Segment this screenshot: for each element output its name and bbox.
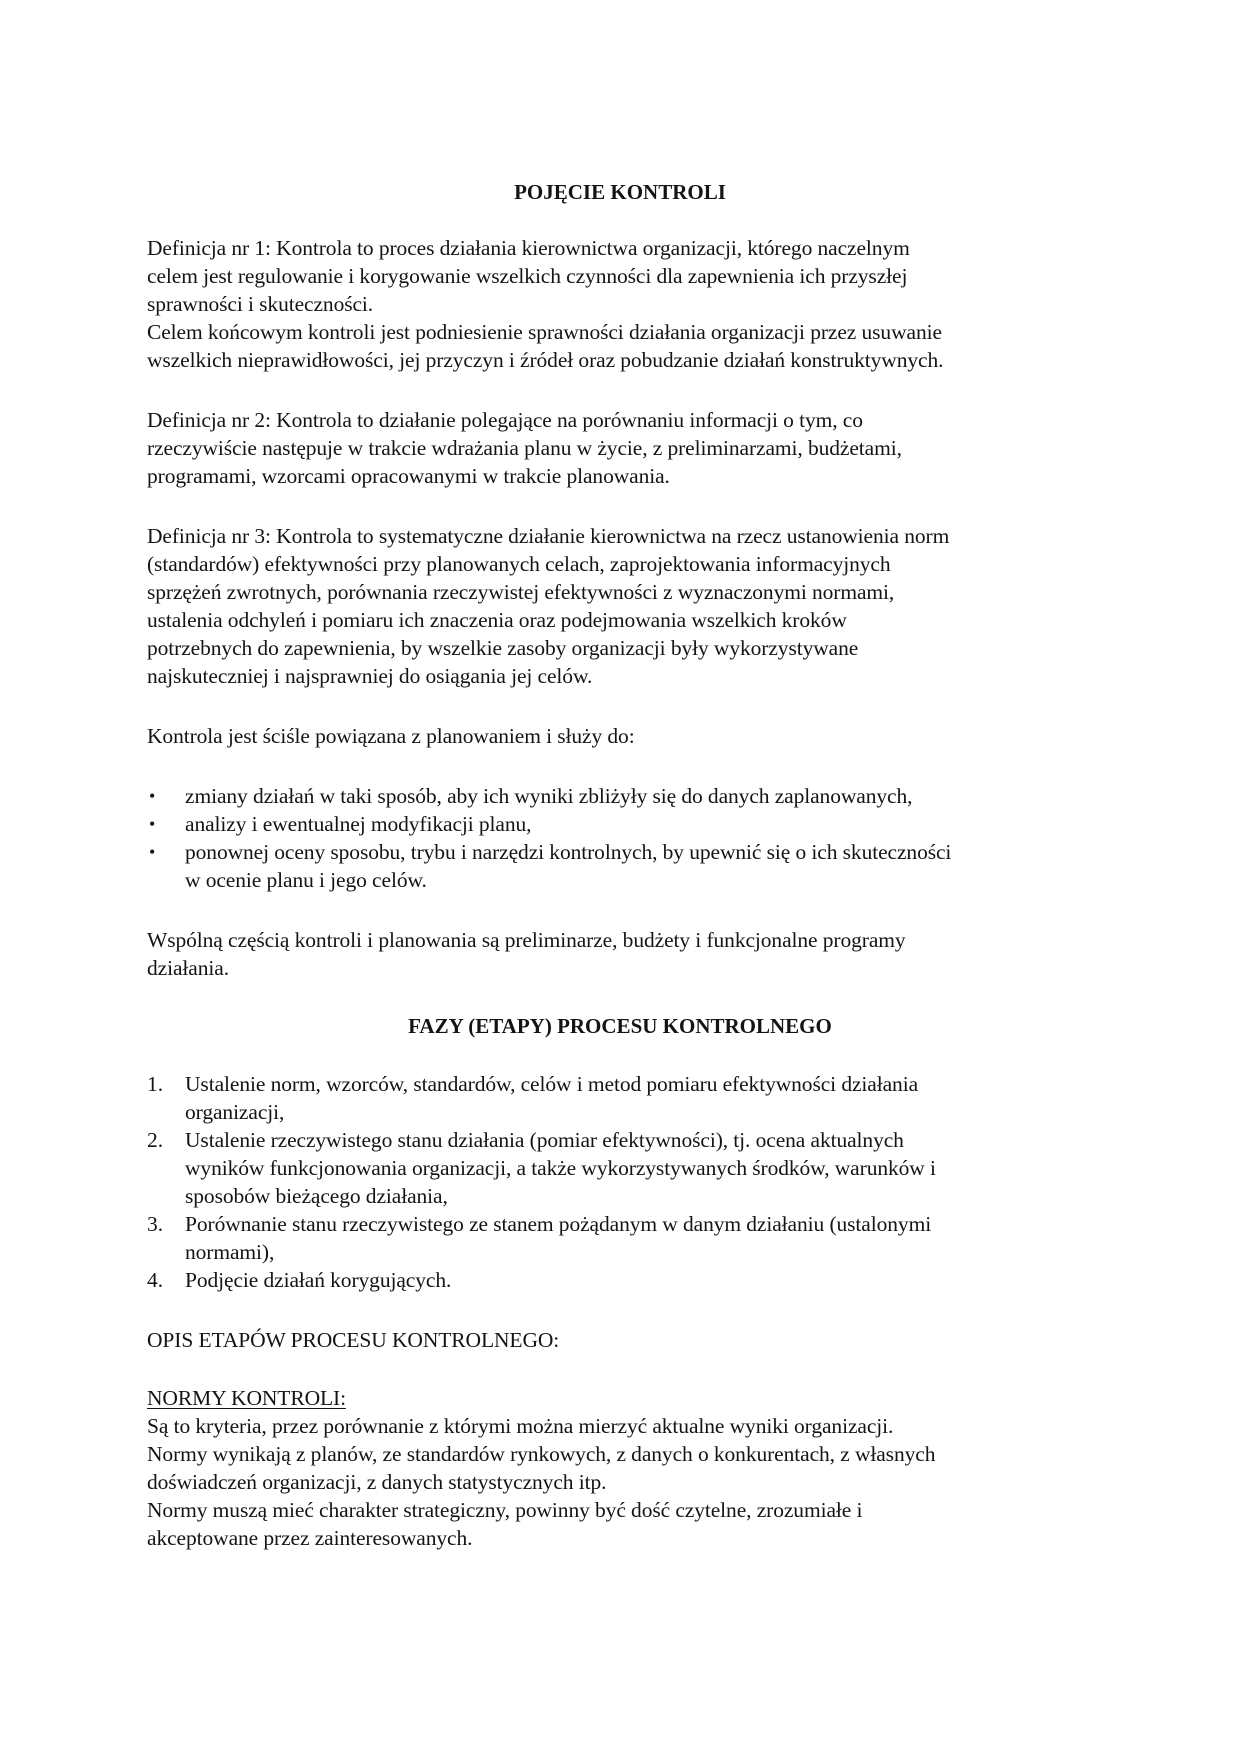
- paragraph-line: Celem końcowym kontroli jest podniesienie sprawności działania organizacji przez usuwanie: [147, 320, 942, 344]
- paragraph-line: rzeczywiście następuje w trakcie wdrażania planu w życie, z preliminarzami, budżetami,: [147, 436, 902, 460]
- description-heading: OPIS ETAPÓW PROCESU KONTROLNEGO:: [147, 1328, 560, 1352]
- paragraph-line: Definicja nr 1: Kontrola to proces działania kierownictwa organizacji, którego naczelnym: [147, 236, 910, 260]
- relation-intro: Kontrola jest ściśle powiązana z planowaniem i służy do:: [147, 724, 635, 748]
- list-item-line: normami),: [185, 1240, 275, 1264]
- list-number: 3.: [147, 1212, 164, 1236]
- norms-subheading: NORMY KONTROLI:: [147, 1386, 346, 1410]
- paragraph-line: sprzężeń zwrotnych, porównania rzeczywistej efektywności z wyznaczonymi normami,: [147, 580, 895, 604]
- list-item-line: wyników funkcjonowania organizacji, a także wykorzystywanych środków, warunków i: [185, 1156, 936, 1180]
- phases-heading: FAZY (ETAPY) PROCESU KONTROLNEGO: [408, 1014, 832, 1038]
- paragraph-line: doświadczeń organizacji, z danych statystycznych itp.: [147, 1470, 607, 1494]
- paragraph-line: akceptowane przez zainteresowanych.: [147, 1526, 473, 1550]
- paragraph-line: Wspólną częścią kontroli i planowania są preliminarze, budżety i funkcjonalne programy: [147, 928, 906, 952]
- paragraph-line: wszelkich nieprawidłowości, jej przyczyn i źródeł oraz pobudzanie działań konstruktywnych.: [147, 348, 944, 372]
- list-number: 4.: [147, 1268, 164, 1292]
- paragraph-line: Definicja nr 2: Kontrola to działanie polegające na porównaniu informacji o tym, co: [147, 408, 863, 432]
- list-number: 1.: [147, 1072, 164, 1096]
- paragraph-line: potrzebnych do zapewnienia, by wszelkie zasoby organizacji były wykorzystywane: [147, 636, 859, 660]
- bullet-icon: •: [149, 842, 156, 862]
- paragraph-line: (standardów) efektywności przy planowanych celach, zaprojektowania informacyjnych: [147, 552, 891, 576]
- paragraph-line: programami, wzorcami opracowanymi w trakcie planowania.: [147, 464, 670, 488]
- bullet-icon: •: [149, 814, 156, 834]
- list-number: 2.: [147, 1128, 164, 1152]
- list-item-line: Ustalenie norm, wzorców, standardów, celów i metod pomiaru efektywności działania: [185, 1072, 919, 1096]
- paragraph-line: działania.: [147, 956, 229, 980]
- list-item-line: zmiany działań w taki sposób, aby ich wyniki zbliżyły się do danych zaplanowanych,: [185, 784, 913, 808]
- paragraph-line: Normy muszą mieć charakter strategiczny, powinny być dość czytelne, zrozumiałe i: [147, 1498, 863, 1522]
- bullet-icon: •: [149, 786, 156, 806]
- paragraph-line: ustalenia odchyleń i pomiaru ich znaczenia oraz podejmowania wszelkich kroków: [147, 608, 847, 632]
- paragraph-line: Są to kryteria, przez porównanie z którymi można mierzyć aktualne wyniki organizacji.: [147, 1414, 894, 1438]
- list-item-line: ponownej oceny sposobu, trybu i narzędzi kontrolnych, by upewnić się o ich skuteczności: [185, 840, 952, 864]
- list-item-line: Ustalenie rzeczywistego stanu działania (pomiar efektywności), tj. ocena aktualnych: [185, 1128, 904, 1152]
- list-item-line: organizacji,: [185, 1100, 285, 1124]
- list-item-line: w ocenie planu i jego celów.: [185, 868, 427, 892]
- document-title: POJĘCIE KONTROLI: [514, 180, 726, 204]
- paragraph-line: sprawności i skuteczności.: [147, 292, 374, 316]
- paragraph-line: Normy wynikają z planów, ze standardów rynkowych, z danych o konkurentach, z własnych: [147, 1442, 936, 1466]
- list-item-line: Porównanie stanu rzeczywistego ze stanem pożądanym w danym działaniu (ustalonymi: [185, 1212, 932, 1236]
- list-item-line: sposobów bieżącego działania,: [185, 1184, 448, 1208]
- paragraph-line: najskuteczniej i najsprawniej do osiągania jej celów.: [147, 664, 593, 688]
- paragraph-line: celem jest regulowanie i korygowanie wszelkich czynności dla zapewnienia ich przyszłej: [147, 264, 908, 288]
- list-item-line: Podjęcie działań korygujących.: [185, 1268, 452, 1292]
- paragraph-line: Definicja nr 3: Kontrola to systematyczne działanie kierownictwa na rzecz ustanowienia norm: [147, 524, 950, 548]
- list-item-line: analizy i ewentualnej modyfikacji planu,: [185, 812, 532, 836]
